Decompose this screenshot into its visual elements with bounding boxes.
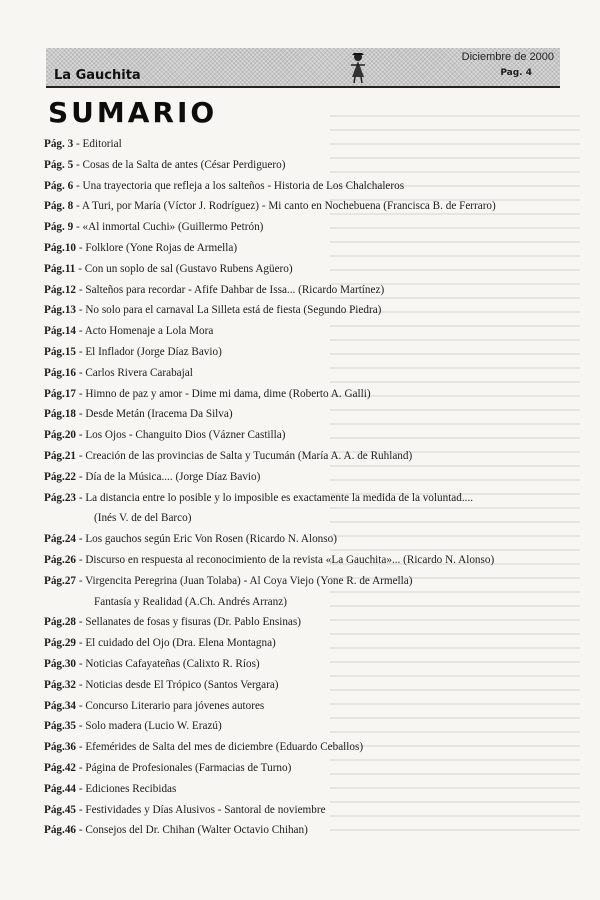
toc-entry <box>44 654 574 675</box>
toc-separator: - <box>76 678 86 691</box>
toc-entry <box>44 404 574 425</box>
page-title: SUMARIO <box>48 96 218 129</box>
toc-entry-title: Solo madera (Lucio W. Erazú) <box>85 720 222 733</box>
toc-entry <box>44 779 574 800</box>
toc-page-number: Pág.35 <box>44 720 77 733</box>
toc-page-number: Pág.34 <box>44 699 77 712</box>
toc-entry-title: Noticias Cafayateñas (Calixto R. Ríos) <box>85 657 260 670</box>
toc-separator: - <box>76 657 86 670</box>
toc-entry <box>44 820 574 841</box>
page-header <box>46 48 560 88</box>
toc-page-number: Pág.22 <box>44 470 77 483</box>
toc-page-number: Pág. 9 <box>44 221 74 234</box>
toc-entry-title: Concurso Literario para jóvenes autores <box>85 699 265 712</box>
page-number: Pag. 4 <box>500 68 532 78</box>
magazine-name: La Gauchita <box>54 68 141 83</box>
toc-page-number: Pág.27 <box>44 574 77 587</box>
toc-entry <box>44 716 574 737</box>
issue-date: Diciembre de 2000 <box>461 51 554 63</box>
toc-separator: - <box>76 304 86 317</box>
toc-separator: - <box>73 158 83 171</box>
table-of-contents <box>44 134 574 841</box>
toc-separator: - <box>76 553 86 566</box>
toc-entry <box>44 633 574 654</box>
toc-separator: - <box>75 262 85 275</box>
toc-separator: - <box>76 366 86 379</box>
toc-page-number: Pág.18 <box>44 408 77 421</box>
toc-entry-title: «Al inmortal Cuchi» (Guillermo Petrón) <box>82 221 264 234</box>
toc-page-number: Pág.30 <box>44 657 77 670</box>
toc-entry-title: El Inflador (Jorge Díaz Bavio) <box>85 345 222 358</box>
toc-separator: - <box>76 720 86 733</box>
toc-entry <box>44 196 574 217</box>
toc-separator: - <box>76 325 85 338</box>
toc-separator: - <box>76 283 86 296</box>
toc-entry-title: Folklore (Yone Rojas de Armella) <box>85 241 238 254</box>
toc-separator: - <box>76 803 86 816</box>
toc-entry-title: Carlos Rivera Carabajal <box>85 366 193 379</box>
toc-entry <box>44 342 574 363</box>
toc-separator: - <box>73 138 83 150</box>
toc-entry-title: La distancia entre lo posible y lo imposible es exactamente la medida de la voluntad.... <box>85 491 474 504</box>
toc-entry <box>44 675 574 696</box>
toc-separator: - <box>76 533 86 546</box>
toc-entry-title: Página de Profesionales (Farmacias de Turno) <box>85 761 292 774</box>
toc-entry <box>44 300 574 321</box>
toc-separator: - <box>76 616 86 629</box>
toc-entry-title: Virgencita Peregrina (Juan Tolaba) - Al Coya Viejo (Yone R. de Armella) <box>85 574 413 587</box>
toc-entry <box>44 571 574 613</box>
toc-page-number: Pág.11 <box>44 262 76 275</box>
toc-entry-title: Sellanates de fosas y fisuras (Dr. Pablo Ensinas) <box>85 616 301 629</box>
toc-entry <box>44 758 574 779</box>
toc-entry-title: Noticias desde El Trópico (Santos Vergara) <box>85 678 279 691</box>
toc-entry <box>44 238 574 259</box>
toc-entry-title: Discurso en respuesta al reconocimiento de la revista «La Gauchita»... (Ricardo N. Alonso) <box>85 553 495 566</box>
toc-page-number: Pág.46 <box>44 824 77 837</box>
toc-entry-title: Consejos del Dr. Chihan (Walter Octavio Chihan) <box>85 824 308 837</box>
toc-page-number: Pág.10 <box>44 241 77 254</box>
toc-entry <box>44 425 574 446</box>
toc-entry <box>44 446 574 467</box>
toc-separator: - <box>76 449 86 462</box>
toc-entry <box>44 176 574 197</box>
toc-page-number: Pág. 3 <box>44 138 74 150</box>
toc-page-number: Pág.15 <box>44 345 77 358</box>
toc-page-number: Pág.16 <box>44 366 77 379</box>
toc-entry <box>44 550 574 571</box>
toc-entry <box>44 737 574 758</box>
toc-page-number: Pág.12 <box>44 283 77 296</box>
toc-page-number: Pág.29 <box>44 637 77 650</box>
toc-page-number: Pág.28 <box>44 616 77 629</box>
toc-separator: - <box>76 637 86 650</box>
toc-separator: - <box>76 782 86 795</box>
toc-entry <box>44 363 574 384</box>
toc-entry <box>44 800 574 821</box>
toc-page-number: Pág. 8 <box>44 200 74 213</box>
toc-separator: - <box>76 408 86 421</box>
toc-page-number: Pág. 6 <box>44 179 74 192</box>
toc-entry-title: No solo para el carnaval La Silleta está de fiesta (Segundo Piedra) <box>85 304 382 317</box>
toc-entry-title: A Turi, por María (Víctor J. Rodríguez) - Mi canto en Nochebuena (Francisca B. de Ferraro) <box>81 200 496 213</box>
toc-separator: - <box>73 200 82 213</box>
toc-entry <box>44 384 574 405</box>
toc-page-number: Pág.44 <box>44 782 77 795</box>
toc-entry <box>44 612 574 633</box>
toc-entry-title: Acto Homenaje a Lola Mora <box>84 325 214 338</box>
toc-entry-title: El cuidado del Ojo (Dra. Elena Montagna) <box>85 637 276 650</box>
toc-page-number: Pág.23 <box>44 491 77 504</box>
toc-entry-continuation: Fantasía y Realidad (A.Ch. Andrés Arranz) <box>94 595 287 608</box>
toc-separator: - <box>76 574 86 587</box>
toc-page-number: Pág. 5 <box>44 158 74 171</box>
toc-entry-title: Los gauchos según Eric Von Rosen (Ricardo N. Alonso) <box>85 533 337 546</box>
toc-entry-title: Ediciones Recibidas <box>85 782 177 795</box>
toc-separator: - <box>76 429 86 442</box>
toc-entry-title: Festividades y Días Alusivos - Santoral de noviembre <box>85 803 326 816</box>
toc-entry-title: Con un soplo de sal (Gustavo Rubens Agüero) <box>84 262 293 275</box>
toc-separator: - <box>76 699 86 712</box>
toc-entry-title: Día de la Música.... (Jorge Díaz Bavio) <box>85 470 261 483</box>
toc-separator: - <box>76 470 86 483</box>
toc-separator: - <box>76 491 86 504</box>
toc-entry-title: Editorial <box>82 138 122 150</box>
toc-entry-title: Creación de las provincias de Salta y Tucumán (María A. A. de Ruhland) <box>85 449 413 462</box>
toc-page-number: Pág.36 <box>44 741 77 754</box>
toc-separator: - <box>73 221 83 234</box>
toc-page-number: Pág.21 <box>44 449 77 462</box>
toc-entry-title: Efemérides de Salta del mes de diciembre (Eduardo Ceballos) <box>85 741 364 754</box>
toc-separator: - <box>73 179 83 192</box>
toc-separator: - <box>76 741 86 754</box>
toc-entry-title: Los Ojos - Changuito Dios (Vázner Castilla) <box>85 429 286 442</box>
toc-separator: - <box>76 824 86 837</box>
toc-entry <box>44 696 574 717</box>
toc-entry-continuation: (Inés V. de del Barco) <box>94 512 192 525</box>
toc-separator: - <box>76 241 86 254</box>
toc-entry-title: Una trayectoria que refleja a los salteños - Historia de Los Chalchaleros <box>82 179 405 192</box>
toc-page-number: Pág.45 <box>44 803 77 816</box>
gaucha-mascot-icon <box>348 51 368 84</box>
toc-entry <box>44 467 574 488</box>
toc-page-number: Pág.17 <box>44 387 77 400</box>
toc-separator: - <box>76 345 86 358</box>
toc-entry <box>44 134 574 155</box>
toc-entry <box>44 488 574 530</box>
toc-entry <box>44 155 574 176</box>
toc-page-number: Pág.32 <box>44 678 77 691</box>
toc-separator: - <box>76 761 86 774</box>
toc-page-number: Pág.26 <box>44 553 77 566</box>
toc-entry <box>44 259 574 280</box>
toc-separator: - <box>76 387 86 400</box>
toc-page-number: Pág.14 <box>44 325 77 338</box>
toc-entry-title: Himno de paz y amor - Dime mi dama, dime (Roberto A. Galli) <box>85 387 371 400</box>
toc-entry <box>44 280 574 301</box>
toc-entry <box>44 217 574 238</box>
toc-entry-title: Desde Metán (Iracema Da Silva) <box>85 408 233 421</box>
toc-page-number: Pág.24 <box>44 533 77 546</box>
toc-page-number: Pág.42 <box>44 761 77 774</box>
toc-entry-title: Cosas de la Salta de antes (César Perdiguero) <box>82 158 286 171</box>
toc-entry <box>44 321 574 342</box>
toc-page-number: Pág.20 <box>44 429 77 442</box>
toc-page-number: Pág.13 <box>44 304 77 317</box>
toc-entry <box>44 529 574 550</box>
toc-entry-title: Salteños para recordar - Afife Dahbar de Issa... (Ricardo Martínez) <box>85 283 385 296</box>
